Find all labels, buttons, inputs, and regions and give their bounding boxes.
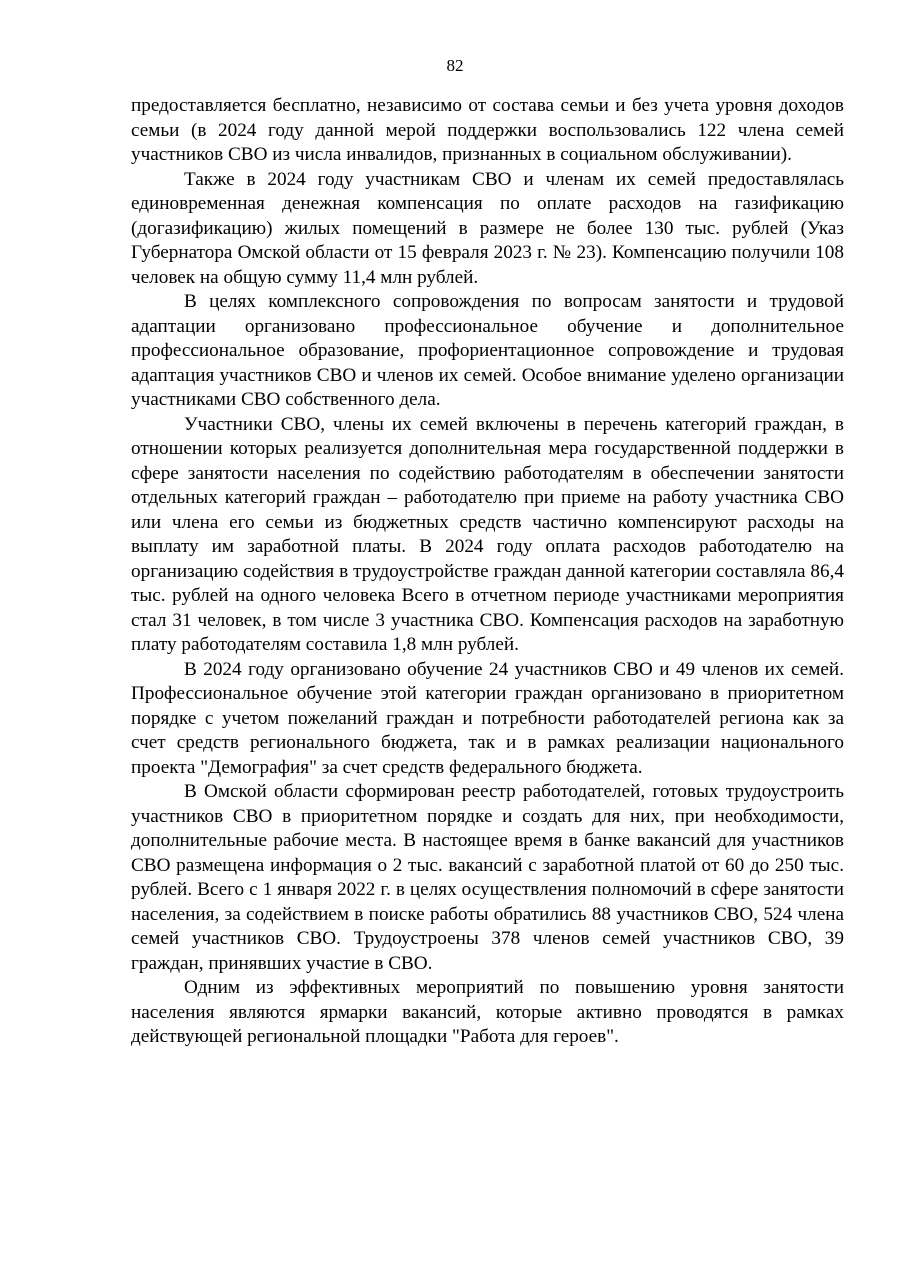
paragraph-6: В Омской области сформирован реестр работодателей, готовых трудоустроить участников СВО в приоритетном порядке и создать для них, при необходимости, дополнительные рабочие места. В настоящее время в банке вакансий для участников СВО размещена информация о 2 тыс. вакансий с заработной платой от 60 до 250 тыс. рублей. Всего с 1 января 2022 г. в целях осуществления полномочий в сфере занятости населения, за содействием в поиске работы обратились 88 участников СВО, 524 члена семей участников СВО. Трудоустроены 378 членов семей участников СВО, 39 граждан, принявших участие в СВО. — [131, 781, 844, 974]
paragraph-1: предоставляется бесплатно, независимо от состава семьи и без учета уровня доходов семьи (в 2024 году данной мерой поддержки воспользовались 122 члена семей участников СВО из числа инвалидов, признанных в социальном обслуживании). — [131, 95, 844, 165]
paragraph-3: В целях комплексного сопровождения по вопросам занятости и трудовой адаптации организовано профессиональное обучение и дополнительное профессиональное образование, профориентационное сопровождение и трудовая адаптация участников СВО и членов их семей. Особое внимание уделено организации участниками СВО собственного дела. — [131, 291, 844, 410]
paragraph-5: В 2024 году организовано обучение 24 участников СВО и 49 членов их семей. Профессиональное обучение этой категории граждан организовано в приоритетном порядке с учетом пожеланий граждан и потребности работодателей региона как за счет средств регионального бюджета, так и в рамках реализации национального проекта "Демография" за счет средств федерального бюджета. — [131, 658, 844, 778]
page-number: 82 — [446, 56, 464, 75]
paragraph-7: Одним из эффективных мероприятий по повышению уровня занятости населения являются ярмарки вакансий, которые активно проводятся в рамках действующей региональной площадки "Работа для героев". — [131, 977, 844, 1047]
paragraph-4: Участники СВО, члены их семей включены в перечень категорий граждан, в отношении которых реализуется дополнительная мера государственной поддержки в сфере занятости населения по содействию работодателям в обеспечении занятости отдельных категорий граждан – работодателю при приеме на работу участника СВО или члена его семьи из бюджетных средств частично компенсируют расходы на выплату им заработной платы. В 2024 году оплата расходов работодателю на организацию содействия в трудоустройстве граждан данной категории составляла 86,4 тыс. рублей на одного человека Всего в отчетном периоде участниками мероприятия стал 31 человек, в том числе 3 участника СВО. Компенсация расходов на заработную плату работодателям составила 1,8 млн рублей. — [131, 413, 844, 655]
document-body — [131, 94, 844, 1050]
paragraph-2: Также в 2024 году участникам СВО и членам их семей предоставлялась единовременная денежная компенсация по оплате расходов на газификацию (догазификацию) жилых помещений в размере не более 130 тыс. рублей (Указ Губернатора Омской области от 15 февраля 2023 г. № 23). Компенсацию получили 108 человек на общую сумму 11,4 млн рублей. — [131, 168, 844, 288]
